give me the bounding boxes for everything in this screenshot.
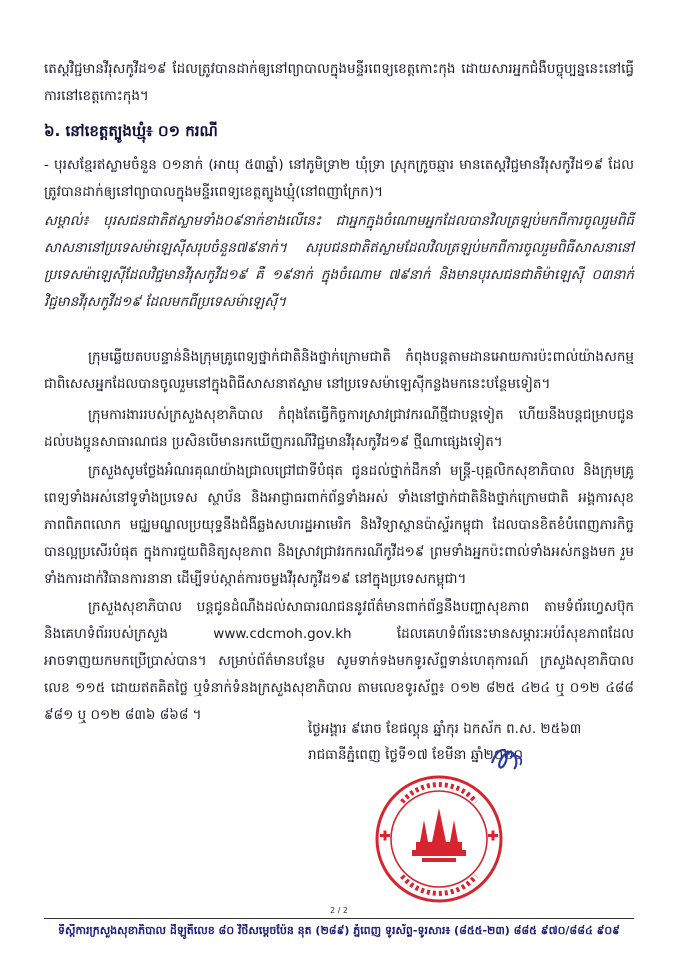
paragraph-intro: តេស្តវិជ្ជមានវីរុសកូវីដ១៩ ដែលត្រូវបានដាក់ឲ្យនៅព្យាបាលក្នុងមន្ទីរពេទ្យខេត្តកោះកុង ដោយសារអ្នកជំងឺបច្ចុប្បន្ននេះនៅធ្វើការនៅខេត្តកោះកុង។ [44,61,634,104]
footer-address: ទីស្តីការក្រសួងសុខាភិបាល ដីឡូតិ៍លេខ ៨០ វិថីសម្តេចប៉ែន នុត (២៨៩) ភ្នំពេញ ទូរស័ព្ទ-ទូរសារ៖ (៨៥៥-២៣) ៨៨៥ ៩៧០/៨៨៤ ៩០៩ [58,924,620,937]
paragraph-case: - បុរសខ្មែរឥស្លាមចំនួន ០១នាក់ (អាយុ ៥៣ឆ្នាំ) នៅភូមិទ្រា២ ឃុំទ្រា ស្រុកក្រូចឆ្មារ មានតេស្តវិជ្ជមានវីរុសកូវីដ១៩ ដែលត្រូវបានដាក់ឲ្យនៅព្យាបាលក្នុងមន្ទីរពេទ្យខេត្តត្បូងឃ្មុំ(នៅពញាក្រែក)។ [44,157,634,200]
date-solar: រាជធានីភ្នំពេញ ថ្ងៃទី១៧ ខែមីនា ឆ្នាំ២០២០ [308,747,524,763]
paragraph-rapid-response: ក្រុមឆ្លើយតបបន្ទាន់និងក្រុមគ្រូពេទ្យថ្នាក់ជាតិនិងថ្នាក់ក្រោមជាតិ កំពុងបន្តតាមដានអោយការប៉ះពាល់យ៉ាងសកម្ម ជាពិសេសអ្នកដែលបានចូលរួមនៅក្នុងពិធីសាសនាឥស្លាម នៅប្រទេសម៉ាឡេស៊ីកន្លងមកនេះបន្ថែមទៀត។ [44,349,634,392]
paragraph-team: ក្រុមការងាររបស់ក្រសួងសុខាភិបាល កំពុងតែធ្វើកិច្ចការស្រាវជ្រាវករណីថ្មីជាបន្តទៀត ហើយនឹងបន្តជម្រាបជូនដល់បងប្អូនសាធារណជន ប្រសិនបើមានរកឃើញករណីវិជ្ជមានវីរុសកូវីដ១៩ ថ្មីណាផ្សេងទៀត។ [44,407,634,450]
paragraph-info: ក្រសួងសុខាភិបាល បន្តជូនដំណឹងដល់សាធារណជននូវព័ត៌មានពាក់ព័ន្ធនឹងបញ្ហាសុខភាព តាមទំព័រហ្វេសប៊ុក និងគេហទំព័ររបស់ក្រសួង www.cdcmoh.gov.kh ដែលគេហទំព័រនេះមានសម្ភារៈអប់រំសុខភាពដែលអាចទាញយកមកប្រើប្រាស់បាន។ សម្រាប់ព័ត៌មានបន្ថែម សូមទាក់ទងមកទូរស័ព្ទទាន់ហេតុការណ៍ ក្រសួងសុខាភិបាល លេខ ១១៥ ដោយឥតគិតថ្លៃ ឬទំនាក់ទំនងក្រសួងសុខាភិបាល តាមលេខទូរស័ព្ទ៖ ០១២ ៨២៥ ៤២៤ ឬ ០១២ ៤៨៨ ៩៨១ ឬ ០១២ ៨៣៦ ៨៦៨ ។ [44,599,634,723]
footer-divider [44,918,634,919]
paragraph-note: សម្គាល់៖ បុរសជនជាតិឥស្លាមទាំង០៩នាក់ខាងលើនេះ ជាអ្នកក្នុងចំណោមអ្នកដែលបានវិលត្រឡប់មកពីការចូលរួមពិធីសាសនានៅប្រទេសម៉ាឡេស៊ីសរុបចំនួន៧៩នាក់។ សរុបជនជាតិឥស្លាមដែលវិលត្រឡប់មកពីការចូលរួមពិធីសាសនានៅប្រទេសម៉ាឡេស៊ីដែលវិជ្ជមានវីរុសកូវីដ១៩ គឺ ១៩នាក់ ក្នុងចំណោម ៧៩នាក់ និងមានបុរសជនជាតិម៉ាឡេស៊ី ០៣នាក់ វិជ្ជមានវីរុសកូវីដ១៩ ដែលមកពីប្រទេសម៉ាឡេស៊ី។ [44,213,634,310]
paragraph-thanks: ក្រសួងសូមថ្លែងអំណរគុណយ៉ាងជ្រាលជ្រៅជាទីបំផុត ជូនដល់ថ្នាក់ដឹកនាំ មន្ត្រី-បុគ្គលិកសុខាភិបាល និងក្រុមគ្រូពេទ្យទាំងអស់នៅទូទាំងប្រទេស ស្ថាប័ន និងអាជ្ញាធរពាក់ព័ន្ធទាំងអស់ ទាំងនៅថ្នាក់ជាតិនិងថ្នាក់ក្រោមជាតិ អង្គការសុខភាពពិភពលោក មជ្ឈមណ្ឌលប្រយុទ្ធនឹងជំងឺឆ្លងសហរដ្ឋអាមេរិក និងវិទ្យាស្ថានប៉ាស្ទ័រកម្ពុជា ដែលបានខិតខំបំពេញភារកិច្ចបានល្អប្រសើរបំផុត ក្នុងការជួយពិនិត្យសុខភាព និងស្រាវជ្រាវរកករណីកូវីដ១៩ ព្រមទាំងអ្នកប៉ះពាល់ទាំងអស់កន្លងមក រួមទាំងការដាក់វិធានការនានា ដើម្បីទប់ស្កាត់ការចម្លងវីរុសកូវីដ១៩ នៅក្នុងប្រទេសកម្ពុជា។ [44,463,634,587]
section-heading-tbong-khmum: ៦. នៅខេត្តត្បូងឃ្មុំ៖ ០១ ករណី [44,122,218,140]
date-lunar: ថ្ងៃអង្គារ ៩រោច ខែផល្គុន ឆ្នាំកុរ ឯកស័ក ព.ស. ២៥៦៣ [308,721,582,737]
page-number: 2 / 2 [330,906,348,915]
ministry-seal [372,772,506,906]
